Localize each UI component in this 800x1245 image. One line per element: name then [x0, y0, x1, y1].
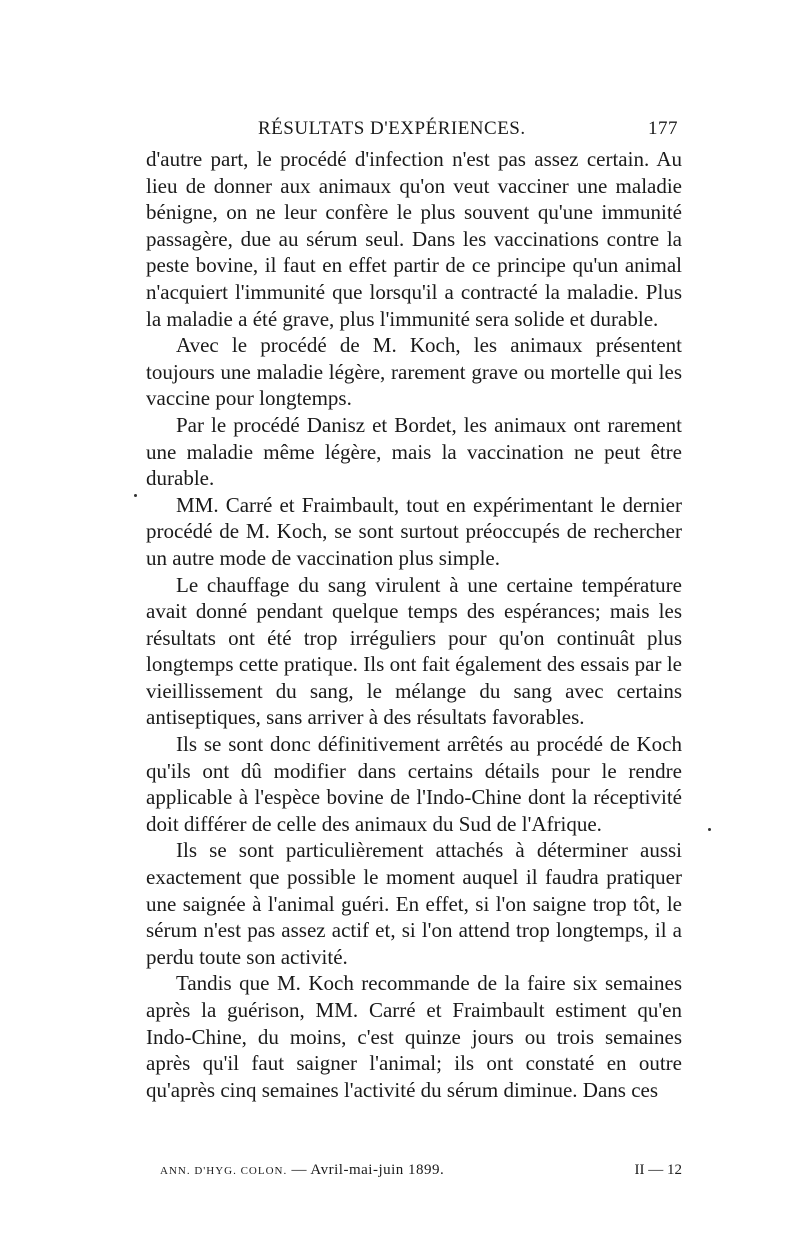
footer-dash: —: [291, 1162, 307, 1178]
footer-imprint: [160, 1162, 444, 1179]
issue-date: Avril-mai-juin 1899.: [310, 1162, 445, 1178]
signature-mark: II — 12: [634, 1162, 682, 1178]
journal-abbreviation: ANN. D'HYG. COLON.: [160, 1165, 288, 1177]
paragraph: Ils se sont particulièrement attachés à déterminer aussi exactement que possible le moment auquel il faudra pratiquer une saignée à l'animal guéri. En effet, si l'on saigne trop tôt, le sérum n'est pas assez actif et, si l'on attend trop longtemps, il a perdu toute son activité.: [146, 838, 682, 969]
paragraph: Par le procédé Danisz et Bordet, les animaux ont rarement une maladie même légère, mais la vaccination ne peut être durable.: [146, 412, 682, 491]
running-title: RÉSULTATS D'EXPÉRIENCES.: [258, 118, 526, 139]
print-speck: [134, 494, 137, 497]
paragraph: Ils se sont donc définitivement arrêtés au procédé de Koch qu'ils ont dû modifier dans certains détails pour le rendre applicable à l'espèce bovine de l'Indo-Chine dont la réceptivité doit différer de celle des animaux du Sud de l'Afrique.: [146, 732, 682, 836]
paragraph: Avec le procédé de M. Koch, les animaux présentent toujours une maladie légère, rarement grave ou mortelle qui les vaccine pour longtemps.: [146, 333, 682, 411]
paragraph: Le chauffage du sang virulent à une certaine température avait donné pendant quelque temps des espérances; mais les résultats ont été trop irréguliers pour qu'on continuât plus longtemps cette pratique. Ils ont fait également des essais par le vieillissement du sang, le mélange du sang avec certains antiseptiques, sans arriver à des résultats favorables.: [146, 572, 682, 730]
print-speck: [708, 828, 711, 831]
paragraph: MM. Carré et Fraimbault, tout en expérimentant le dernier procédé de M. Koch, se sont surtout préoccupés de rechercher un autre mode de vaccination plus simple.: [146, 492, 682, 570]
page-number: 177: [648, 118, 678, 139]
body-text: [146, 146, 682, 1103]
paragraph: Tandis que M. Koch recommande de la faire six semaines après la guérison, MM. Carré et Fraimbault estiment qu'en Indo-Chine, du moins, c'est quinze jours ou trois semaines après qu'il faut saigner l'animal; ils ont constaté en outre qu'après cinq semaines l'activité du sérum diminue. Dans ces: [146, 971, 682, 1102]
paragraph: d'autre part, le procédé d'infection n'est pas assez certain. Au lieu de donner aux animaux qu'on veut vacciner une maladie bénigne, on ne leur confère le plus souvent qu'une immunité passagère, due au sérum seul. Dans les vaccinations contre la peste bovine, il faut en effet partir de ce principe qu'un animal n'acquiert l'immunité que lorsqu'il a contracté la maladie. Plus la maladie a été grave, plus l'immunité sera solide et durable.: [146, 147, 682, 331]
footer: [160, 1162, 682, 1184]
running-head: [148, 118, 678, 142]
